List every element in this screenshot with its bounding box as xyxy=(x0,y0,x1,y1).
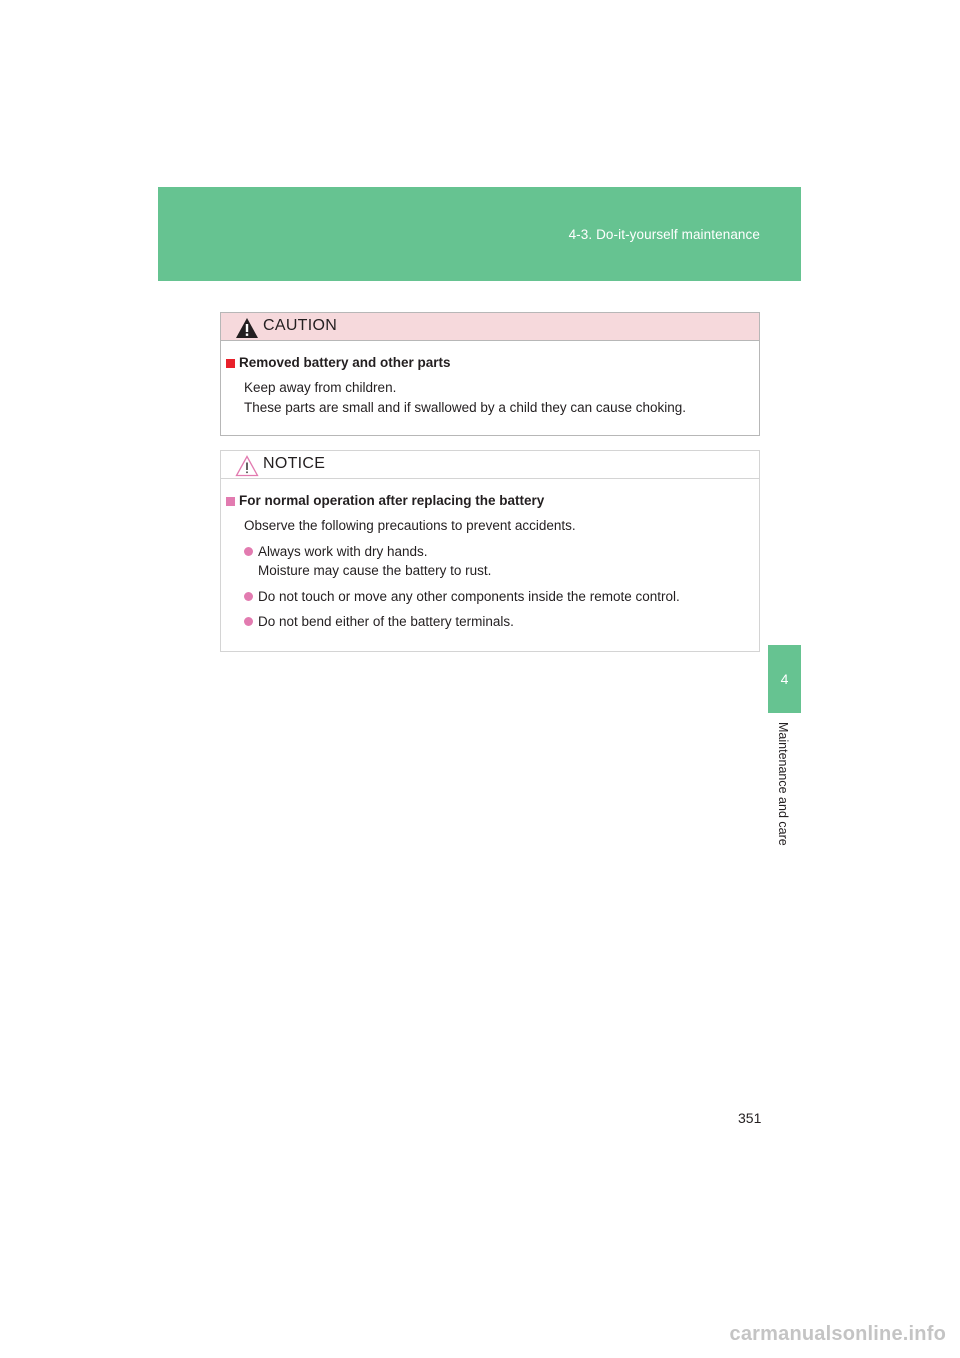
caution-box xyxy=(220,312,760,436)
page-number: 351 xyxy=(738,1110,762,1126)
header-band xyxy=(158,187,801,281)
notice-bullet xyxy=(244,587,759,607)
bullet-dot-icon xyxy=(244,592,253,601)
section-title: 4-3. Do-it-yourself maintenance xyxy=(568,227,760,242)
notice-header xyxy=(221,451,759,479)
notice-item-title-text: For normal operation after replacing the battery xyxy=(239,493,545,508)
chapter-title: Maintenance and care xyxy=(776,722,790,846)
caution-line: These parts are small and if swallowed by a child they can cause choking. xyxy=(244,399,686,415)
notice-intro: Observe the following precautions to prevent accidents. xyxy=(244,518,576,533)
bullet-subtext: Moisture may cause the battery to rust. xyxy=(258,563,492,578)
bullet-text: Always work with dry hands. xyxy=(258,543,428,559)
bullet-text: Do not bend either of the battery terminals. xyxy=(258,614,514,629)
caution-body xyxy=(221,341,759,417)
caution-heading: CAUTION xyxy=(263,317,338,334)
warning-triangle-icon xyxy=(235,317,259,339)
chapter-number: 4 xyxy=(780,671,789,687)
warning-triangle-outline-icon xyxy=(235,455,259,477)
bullet-dot-icon xyxy=(244,547,253,556)
notice-body xyxy=(221,479,759,632)
caution-item-title-text: Removed battery and other parts xyxy=(239,355,451,370)
notice-heading: NOTICE xyxy=(263,455,326,472)
caution-item-title xyxy=(226,354,759,372)
notice-box xyxy=(220,450,760,652)
pink-square-icon xyxy=(226,497,235,506)
notice-item-title xyxy=(226,492,759,510)
notice-bullet xyxy=(244,542,759,581)
caution-item-text xyxy=(244,378,759,417)
caution-header xyxy=(221,313,759,341)
bullet-dot-icon xyxy=(244,617,253,626)
watermark: carmanualsonline.info xyxy=(729,1323,946,1345)
caution-line: Keep away from children. xyxy=(244,380,397,395)
notice-bullet xyxy=(244,612,759,632)
bullet-text: Do not touch or move any other components inside the remote control. xyxy=(258,588,680,604)
chapter-tab xyxy=(768,645,801,713)
red-square-icon xyxy=(226,359,235,368)
